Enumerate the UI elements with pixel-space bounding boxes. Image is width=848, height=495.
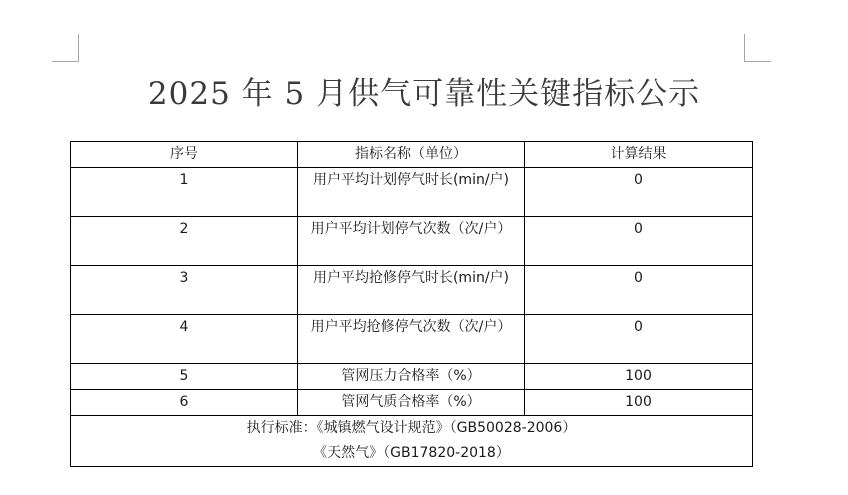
row-index: 4 [71,315,298,364]
row-result: 0 [525,168,753,217]
row-indicator-name: 用户平均计划停气次数（次/户） [298,217,525,266]
table-row [71,315,753,364]
row-indicator-name: 管网压力合格率（%） [298,364,525,390]
row-result: 0 [525,217,753,266]
table-row [71,364,753,390]
row-indicator-name: 管网气质合格率（%） [298,390,525,416]
standards-line-1: 执行标准：《城镇燃气设计规范》（GB50028-2006） [246,420,577,436]
kpi-table [70,141,753,467]
row-index: 6 [71,390,298,416]
crop-mark-top-left [52,34,79,62]
row-index: 5 [71,364,298,390]
row-indicator-name: 用户平均抢修停气时长(min/户) [298,266,525,315]
row-indicator-name: 用户平均抢修停气次数（次/户） [298,315,525,364]
row-result: 100 [525,364,753,390]
row-indicator-name: 用户平均计划停气时长(min/户) [298,168,525,217]
standards-row [71,416,753,467]
header-index: 序号 [71,142,298,168]
row-index: 2 [71,217,298,266]
table-row [71,217,753,266]
table-header-row [71,142,753,168]
crop-mark-top-right [744,34,771,62]
document-title: 2025 年 5 月供气可靠性关键指标公示 [147,76,701,112]
header-result: 计算结果 [525,142,753,168]
standards-line-2: 《天然气》（GB17820-2018） [313,445,510,461]
standards-note [71,416,753,467]
table-row [71,390,753,416]
row-index: 1 [71,168,298,217]
header-indicator-name: 指标名称（单位） [298,142,525,168]
row-result: 0 [525,266,753,315]
row-index: 3 [71,266,298,315]
table-row [71,266,753,315]
row-result: 100 [525,390,753,416]
row-result: 0 [525,315,753,364]
table-row [71,168,753,217]
